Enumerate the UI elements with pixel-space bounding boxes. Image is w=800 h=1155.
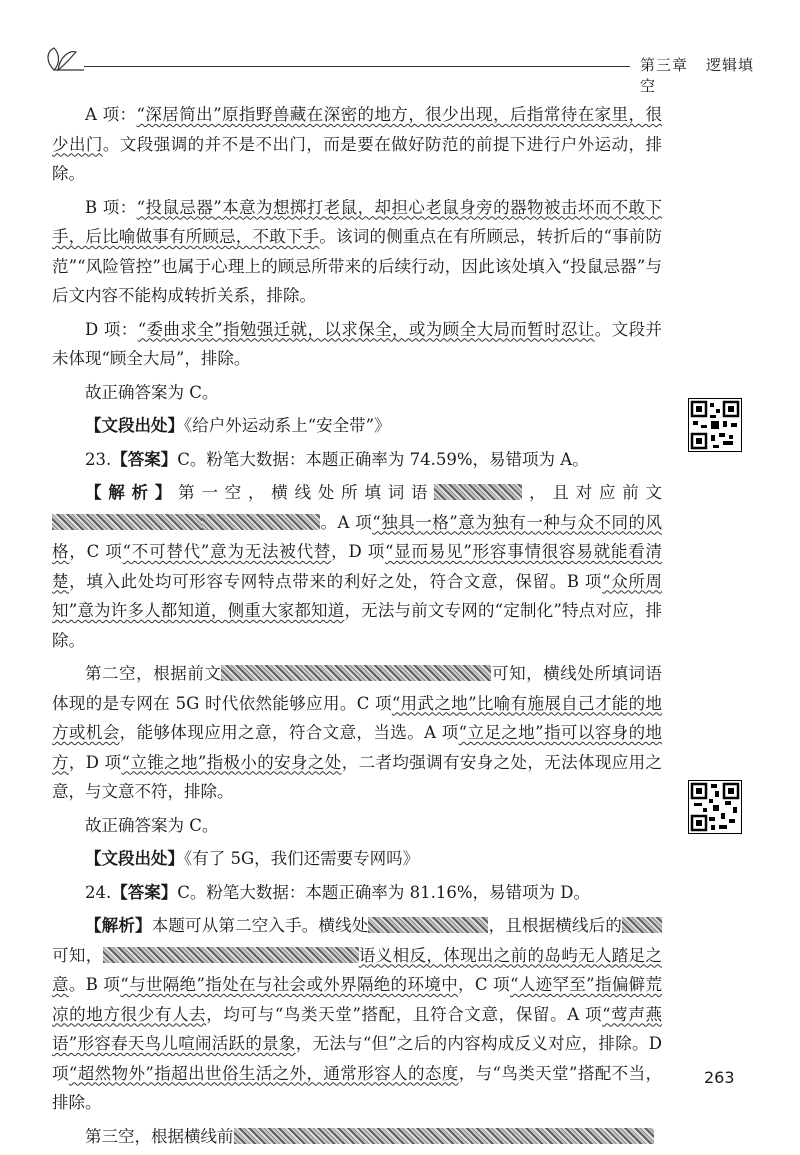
question-23-analysis-1: 【解析】第一空，横线处所填词语 ，且对应前文。A 项“独具一格”意为独有一种与众不同的风格，C 项“不可替代”意为无法被代替，D 项“显而易见”形容事情很容易就能看清楚，填入此处均可形容专网特点带来的利好之处，符合文意，保留。B 项“众所周知”意为许多人都知道，侧重大家都知道，无法与前文专网的“定制化”特点对应，排除。 [52,483,663,650]
paragraph-option-a: A 项：“深居简出”原指野兽藏在深密的地方，很少出现，后指常待在家里，很少出门。文段强调的并不是不出门，而是要在做好防范的前提下进行户外运动，排除。 [52,105,663,183]
header-rule [84,66,630,67]
redacted-text [434,484,522,500]
redacted-text [103,947,359,963]
page-header [40,40,760,95]
question-23-analysis-2: 第二空，根据前文 可知，横线处所填词语体现的是专网在 5G 时代依然能够应用。C 项“用武之地”比喻有施展自己才能的地方或机会，能够体现应用之意，符合文意，当选。A 项“立足之地”指可以容身的地方，D 项“立锥之地”指极小的安身之处，二者均强调有安身之处，无法体现应用之意，与文意不符，排除。 [52,664,663,801]
question-24-analysis-1: 【解析】本题可从第二空入手。横线处 ，且根据横线后的可知， 语义相反，体现出之前的岛屿无人踏足之意。B 项“与世隔绝”指处在与社会或外界隔绝的环境中，C 项“人迹罕至”指偏僻荒凉的地方很少有人去，均可与“鸟类天堂”搭配，且符合文意，保留。A 项“莺声燕语”形容春天鸟儿喧闹活跃的景象，无法与“但”之后的内容构成反义对应，排除。D 项“超然物外”指超出世俗生活之外，通常形容人的态度，与“鸟类天堂”搭配不当，排除。 [52,916,663,1112]
page-number: 263 [704,1068,735,1087]
redacted-text [52,514,202,530]
answer-statement: 故正确答案为 C。 [85,382,219,402]
chapter-name: 逻辑填空 [640,56,755,95]
paragraph-option-b: B 项：“投鼠忌器”本意为想掷打老鼠，却担心老鼠身旁的器物被击坏而不敢下手，后比喻做事有所顾忌，不敢下手。该词的侧重点在有所顾忌，转折后的“事前防范”“风险管控”也属于心理上的顾忌所带来的后续行动，因此该处填入“投鼠忌器”与后文内容不能构成转折关系，排除。 [52,197,663,305]
answer-statement: 故正确答案为 C。 [85,815,219,835]
qr-code-icon [689,399,741,451]
question-24-analysis-2: 第三空，根据横线前 [52,1122,662,1152]
redacted-text [368,917,488,933]
redacted-text [622,917,662,933]
source-line: 【文段出处】《有了 5G，我们还需要专网吗》 [85,849,420,868]
paragraph-option-d: D 项：“委曲求全”指勉强迁就，以求保全，或为顾全大局而暂时忍让。文段并未体现“顾全大局”，排除。 [52,319,663,368]
question-24-answer: 24.【答案】C。粉笔大数据：本题正确率为 81.16%，易错项为 D。 [85,882,591,902]
redacted-text [202,514,320,530]
question-23-answer: 23.【答案】C。粉笔大数据：本题正确率为 74.59%，易错项为 A。 [85,449,589,469]
chapter-title [640,54,760,96]
page-body [52,100,662,1155]
qr-code [688,398,742,452]
qr-code-icon [689,781,741,833]
source-line: 【文段出处】《给户外运动系上“安全带”》 [85,416,391,435]
qr-code [688,780,742,834]
chapter-number: 第三章 [640,56,689,74]
leaf-icon [40,44,84,74]
redacted-text [221,665,491,681]
